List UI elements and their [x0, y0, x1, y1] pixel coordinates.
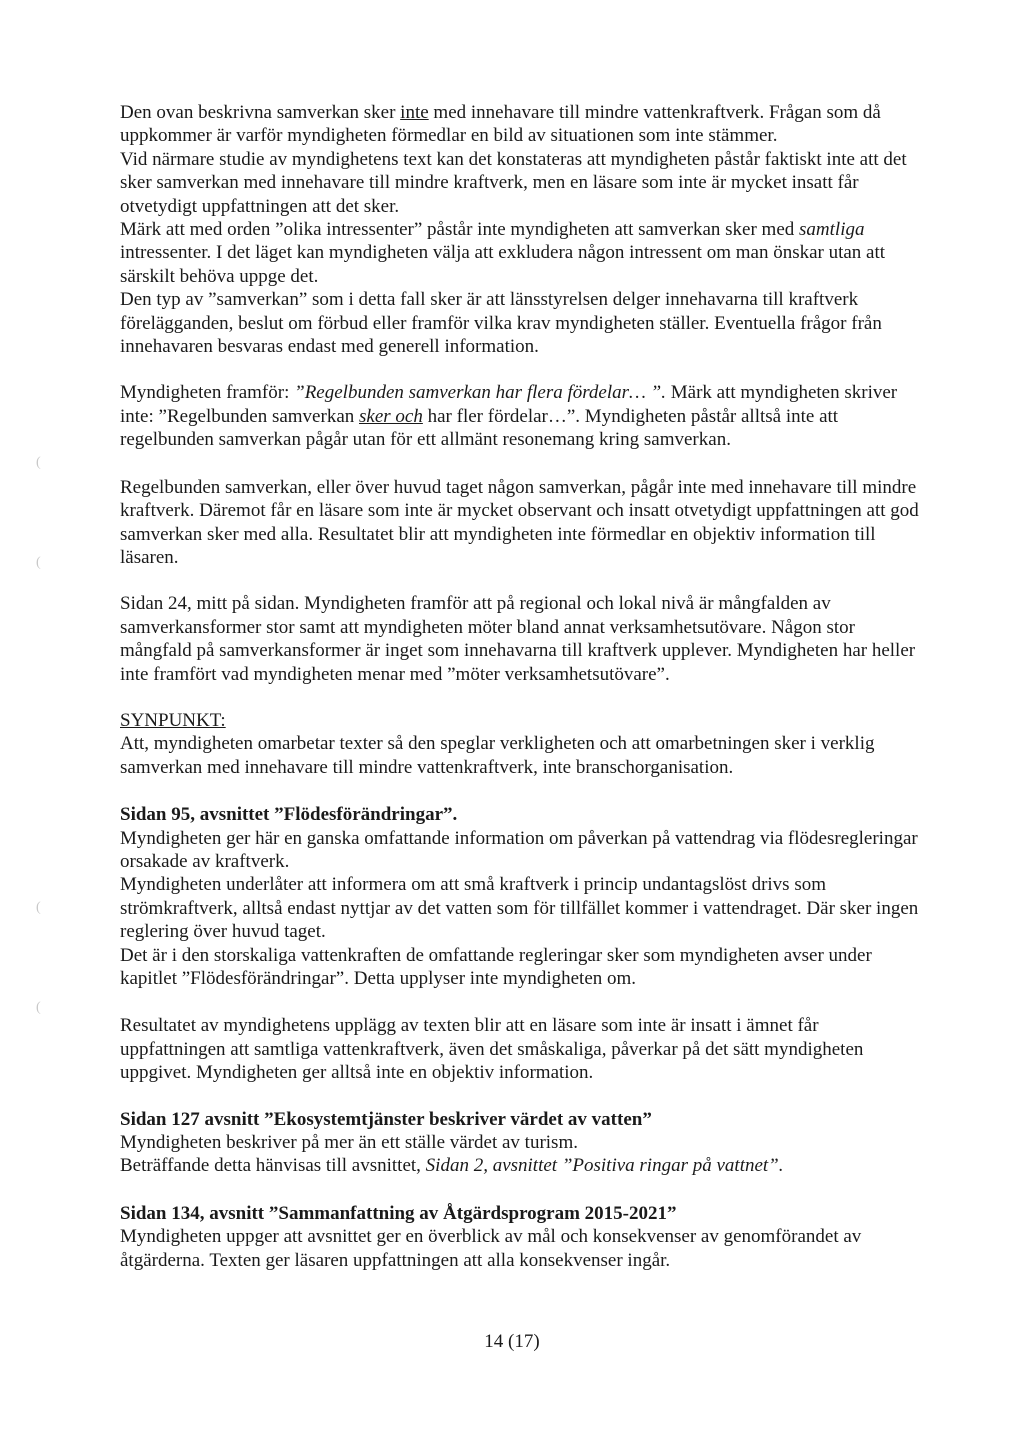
document-body [120, 101, 920, 1272]
underlined-text: inte [400, 102, 429, 123]
italic-text: samtliga [799, 219, 865, 241]
paragraph-regelbunden-result: Regelbunden samverkan, eller över huvud taget någon samverkan, pågår inte med innehavare till mindre kraftverk. Däremot får en läsare som inte är mycket observant och insatt otvetydigt uppfattningen att god samverkan sker med alla. Resultatet blir att myndigheten inte förmedlar en objektiv information till läsaren. [120, 476, 919, 568]
margin-mark: ( [36, 1000, 41, 1015]
text-run: med innehavare till mindre vattenkraftverk. Frågan som då uppkommer är varför myndigheten förmedlar en bild av situationen som inte stämmer. [120, 102, 881, 147]
paragraph-flodes-info: Myndigheten ger här en ganska omfattande information om påverkan på vattendrag via flödesregleringar orsakade av kraftverk. [120, 827, 918, 872]
text-run: intressenter. I det läget kan myndigheten välja att exkludera någon intressent om man önskar utan att särskilt behöva uppge det. [120, 242, 886, 287]
paragraph-olika-intressenter [120, 218, 920, 288]
paragraph-samverkan-type: Den typ av ”samverkan” som i detta fall sker är att länsstyrelsen delger innehavarna till kraftverk förelägganden, beslut om förbud eller framför vilka krav myndigheten ställer. Eventuella frågor från innehavaren besvaras endast med generell information. [120, 289, 882, 358]
page-number: 14 (17) [484, 1331, 540, 1352]
paragraph-sammanfattning: Myndigheten uppger att avsnittet ger en överblick av mål och konsekvenser av genomförandet av åtgärderna. Texten ger läsaren uppfattningen att alla konsekvenser ingår. [120, 1226, 862, 1271]
paragraph-synpunkt: Att, myndigheten omarbetar texter så den speglar verkligheten och att omarbetningen sker i verklig samverkan med innehavare till mindre vattenkraftverk, inte branschorganisation. [120, 733, 875, 778]
section-heading-sidan-127: Sidan 127 avsnitt ”Ekosystemtjänster beskriver värdet av vatten” [120, 1108, 652, 1130]
text-run: Den ovan beskrivna samverkan sker [120, 102, 401, 123]
text-run: Myndigheten framför: [120, 382, 295, 404]
margin-mark: ( [36, 555, 41, 570]
paragraph-regelbunden-quote [120, 381, 920, 451]
text-run: Beträffande detta hänvisas till avsnittet, [120, 1155, 426, 1177]
text-run: har fler fördelar…”. Myndigheten påstår alltså inte att regelbunden samverkan pågår utan för ett allmänt resonemang kring samverkan. [120, 405, 839, 451]
text-run: Märk att myndigheten skriver inte: ”Regelbunden samverkan [120, 382, 898, 427]
paragraph-flodes-result: Resultatet av myndighetens upplägg av texten blir att en läsare som inte är insatt i ämnet får uppfattningen att samtliga vattenkraftverk, även det småskaliga, påverkar på det sätt myndigheten uppgivet. Myndigheten ger alltså inte en objektiv information. [120, 1015, 864, 1084]
paragraph-turism: Myndigheten beskriver på mer än ett ställe värdet av turism. [120, 1132, 578, 1154]
paragraph-sidan-24: Sidan 24, mitt på sidan. Myndigheten framför att på regional och lokal nivå är mångfalden av samverkansformer stor samt att myndigheten möter bland annat verksamhetsutövare. Någon stor mångfald på samverkansformer är inget som innehavarna till kraftverk upplever. Myndigheten har heller inte framfört vad myndigheten menar med ”möter verksamhetsutövare”. [120, 593, 916, 685]
paragraph-closer-study: Vid närmare studie av myndighetens text kan det konstateras att myndigheten påstår faktiskt inte att det sker samverkan med innehavare till mindre kraftverk, men en läsare som inte är mycket insatt får otvetydigt uppfattningen att det sker. [120, 148, 907, 217]
section-heading-sidan-134: Sidan 134, avsnitt ”Sammanfattning av Åtgärdsprogram 2015-2021” [120, 1202, 677, 1224]
section-heading-sidan-95: Sidan 95, avsnittet ”Flödesförändringar”. [120, 804, 458, 826]
paragraph-flodes-underlater: Myndigheten underlåter att informera om att små kraftverk i princip undantagslöst drivs som strömkraftverk, alltså endast nyttjar av det vatten som för tillfället kommer i vattendraget. Där sker ingen reglering över huvud taget. [120, 874, 919, 943]
paragraph-hanvisning [120, 1154, 920, 1177]
margin-mark: ( [36, 455, 41, 470]
underlined-italic-text: sker och [359, 405, 423, 427]
text-run: Märk att med orden ”olika intressenter” påstår inte myndigheten att samverkan sker med [120, 219, 800, 241]
italic-quote: ”Regelbunden samverkan har flera fördelar… ”. [294, 382, 666, 404]
paragraph-flodes-storskalig: Det är i den storskaliga vattenkraften de omfattande regleringar sker som myndigheten avser under kapitlet ”Flödesförändringar”. Detta upplyser inte myndigheten om. [120, 944, 872, 989]
synpunkt-label: SYNPUNKT: [120, 709, 226, 731]
margin-mark: ( [36, 900, 41, 915]
paragraph-samverkan-intro [120, 101, 920, 148]
italic-reference: Sidan 2, avsnittet ”Positiva ringar på vattnet”. [425, 1155, 784, 1177]
